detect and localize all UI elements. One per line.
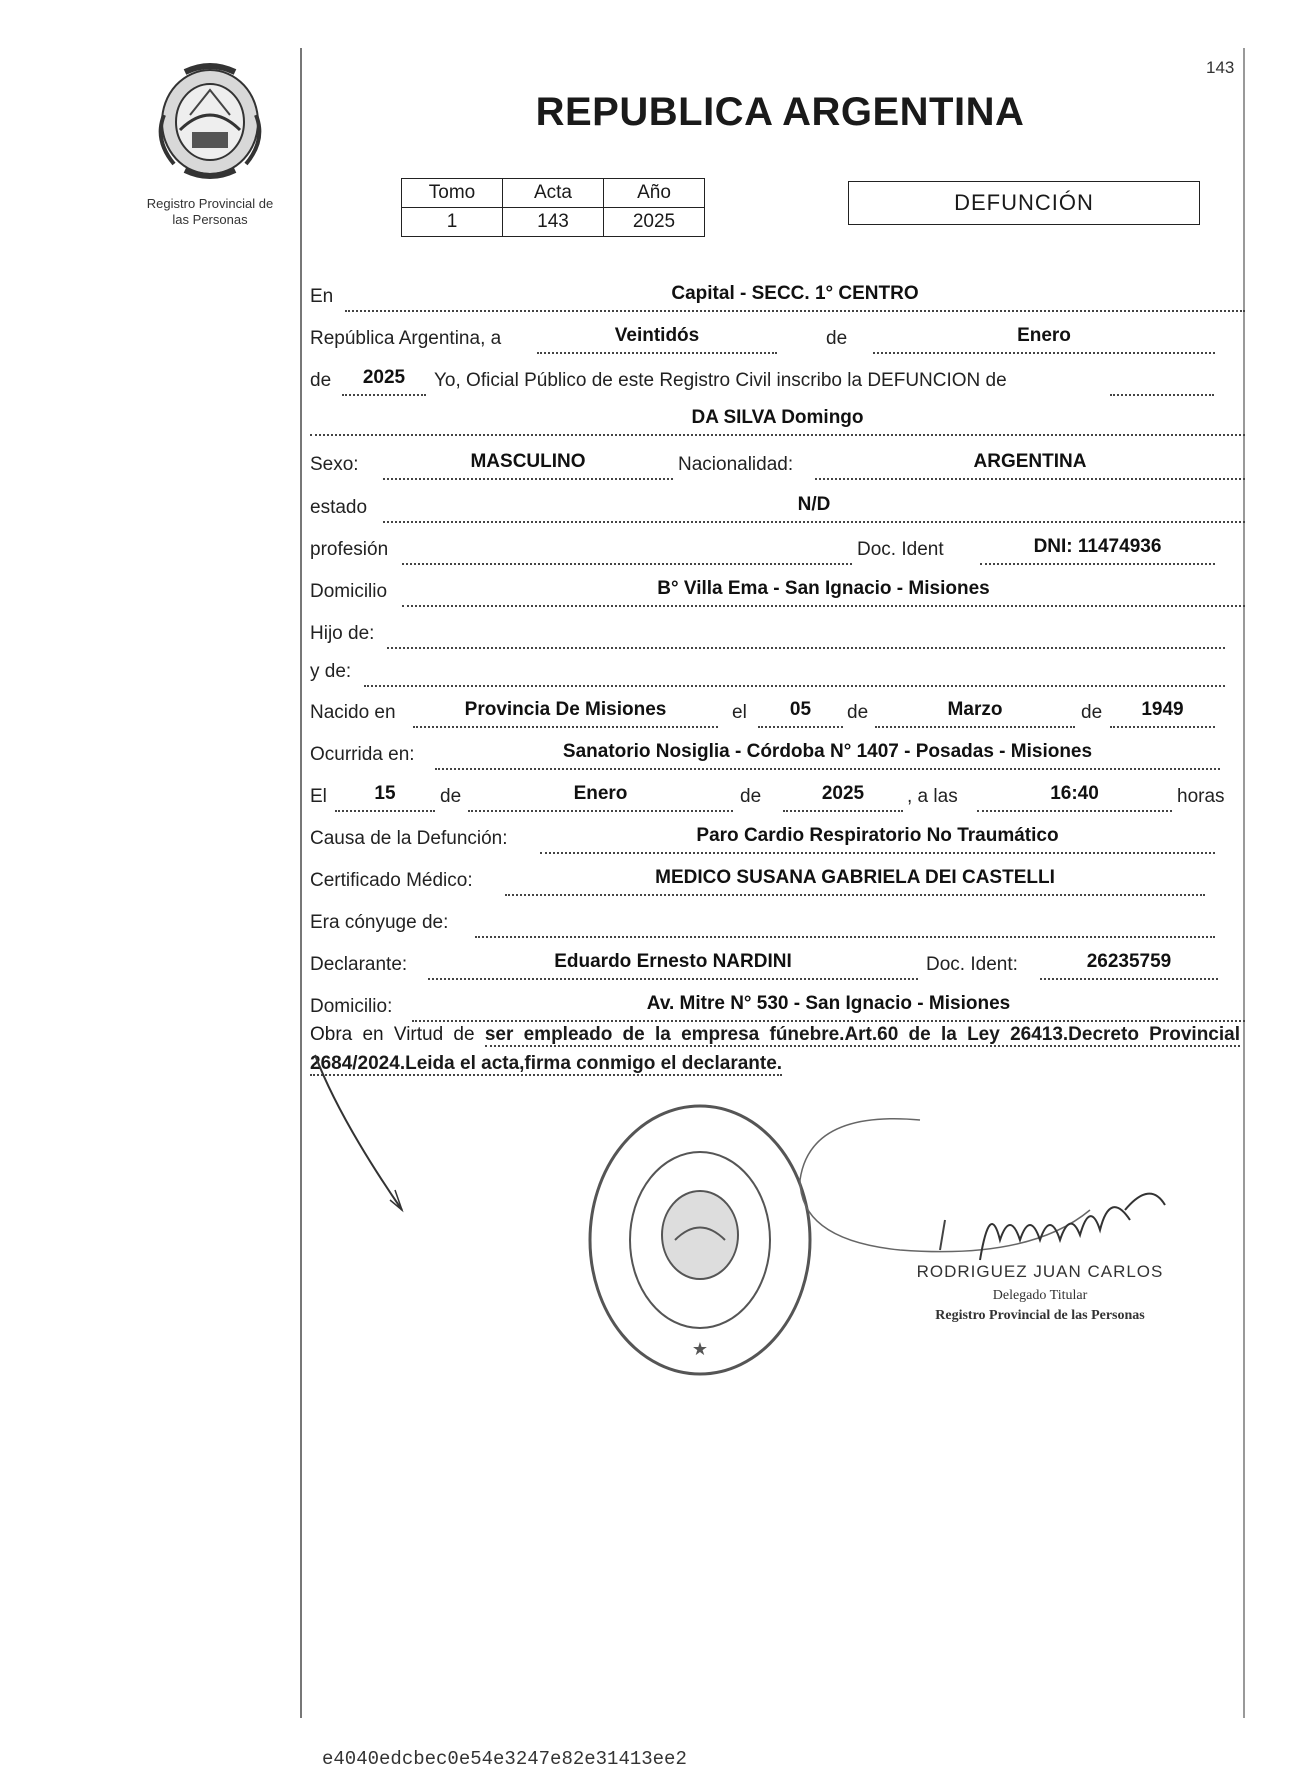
causa-label: Causa de la Defunción:: [310, 828, 508, 849]
horas-label: horas: [1177, 786, 1225, 807]
profesion-value: [402, 535, 852, 565]
signatory-name: RODRIGUEZ JUAN CARLOS: [916, 1262, 1164, 1281]
obra-label: Obra en Virtud de: [310, 1024, 475, 1045]
deceased-name: DA SILVA Domingo: [310, 406, 1245, 436]
tomo-header: Tomo: [402, 179, 503, 208]
year-value: 2025: [342, 366, 426, 396]
domicilio2-label: Domicilio:: [310, 996, 393, 1017]
nacido-label: Nacido en: [310, 702, 396, 723]
sexo-label: Sexo:: [310, 454, 359, 475]
document-hash: e4040edcbec0e54e3247e82e31413ee2: [322, 1748, 687, 1770]
hijo-label: Hijo de:: [310, 623, 375, 644]
estado-label: estado: [310, 497, 368, 518]
svg-text:★: ★: [691, 1339, 709, 1360]
org-label: [120, 196, 300, 228]
org-label-line2: las Personas: [172, 212, 248, 227]
nacionalidad-label: Nacionalidad:: [678, 454, 794, 475]
declarante-label: Declarante:: [310, 954, 408, 975]
estado-value: N/D: [383, 493, 1245, 523]
tomo-value: 1: [402, 208, 503, 237]
nacido-place: Provincia De Misiones: [413, 698, 718, 728]
ocurrida-label: Ocurrida en:: [310, 744, 415, 765]
record-type-box: DEFUNCIÓN: [848, 181, 1200, 225]
signatory-org: Registro Provincial de las Personas: [935, 1308, 1145, 1323]
left-margin-line: [300, 48, 302, 1718]
domicilio2-value: Av. Mitre N° 530 - San Ignacio - Misiones: [412, 992, 1245, 1022]
doc-ident-value: DNI: 11474936: [980, 535, 1215, 565]
death-month: Enero: [468, 782, 733, 812]
de-label-6: de: [740, 786, 762, 807]
pen-stroke-icon: [310, 1050, 410, 1220]
hijo-value: [387, 619, 1225, 649]
death-day: 15: [335, 782, 435, 812]
ocurrida-value: Sanatorio Nosiglia - Córdoba N° 1407 - Posadas - Misiones: [435, 740, 1220, 770]
el-cap-label: El: [310, 786, 327, 807]
acta-header: Acta: [503, 179, 604, 208]
doc-ident2-value: 26235759: [1040, 950, 1218, 980]
certificado-value: MEDICO SUSANA GABRIELA DEI CASTELLI: [505, 866, 1205, 896]
document-title: REPUBLICA ARGENTINA: [535, 90, 1025, 134]
el-label: el: [732, 702, 747, 723]
death-year: 2025: [783, 782, 903, 812]
de-label-2: de: [310, 370, 332, 391]
y-de-value: [364, 657, 1225, 687]
a-las-label: , a las: [907, 786, 958, 807]
de-label-5: de: [440, 786, 462, 807]
day-words: Veintidós: [537, 324, 777, 354]
de-label-1: de: [826, 328, 848, 349]
month-value: Enero: [873, 324, 1215, 354]
anio-header: Año: [604, 179, 705, 208]
domicilio-value: B° Villa Ema - San Ignacio - Misiones: [402, 577, 1245, 607]
doc-ident-label: Doc. Ident: [857, 539, 944, 560]
inscribo-text: Yo, Oficial Público de este Registro Civil inscribo la DEFUNCION de: [434, 370, 1007, 391]
acta-value: 143: [503, 208, 604, 237]
signatory-role: Delegado Titular: [992, 1288, 1088, 1303]
conyuge-label: Era cónyuge de:: [310, 912, 449, 933]
profesion-label: profesión: [310, 539, 389, 560]
sexo-value: MASCULINO: [383, 450, 673, 480]
conyuge-value: [475, 908, 1215, 938]
de-label-3: de: [847, 702, 869, 723]
org-label-line1: Registro Provincial de: [146, 196, 274, 211]
domicilio-label: Domicilio: [310, 581, 388, 602]
doc-ident2-label: Doc. Ident:: [926, 954, 1018, 975]
birth-day: 05: [758, 698, 843, 728]
inscribo-trailing-line: [1110, 394, 1214, 396]
obra-paragraph: [310, 1020, 1240, 1078]
nacionalidad-value: ARGENTINA: [815, 450, 1245, 480]
en-label: En: [310, 286, 334, 307]
republica-label: República Argentina, a: [310, 328, 502, 349]
declarante-value: Eduardo Ernesto NARDINI: [428, 950, 918, 980]
de-label-4: de: [1081, 702, 1103, 723]
en-value: Capital - SECC. 1° CENTRO: [345, 282, 1245, 312]
death-time: 16:40: [977, 782, 1172, 812]
handwritten-signature-icon: [900, 1180, 1180, 1270]
y-de-label: y de:: [310, 661, 352, 682]
anio-value: 2025: [604, 208, 705, 237]
certificado-label: Certificado Médico:: [310, 870, 473, 891]
causa-value: Paro Cardio Respiratorio No Traumático: [540, 824, 1215, 854]
birth-month: Marzo: [875, 698, 1075, 728]
record-table: [401, 178, 705, 237]
page-number: 143: [1206, 58, 1235, 77]
obra-value: ser empleado de la empresa fúnebre.Art.60 de la Ley 26413.Decreto Provincial 2684/2024.Leida el acta,firma conmigo el declarante.: [310, 1024, 1241, 1074]
birth-year: 1949: [1110, 698, 1215, 728]
